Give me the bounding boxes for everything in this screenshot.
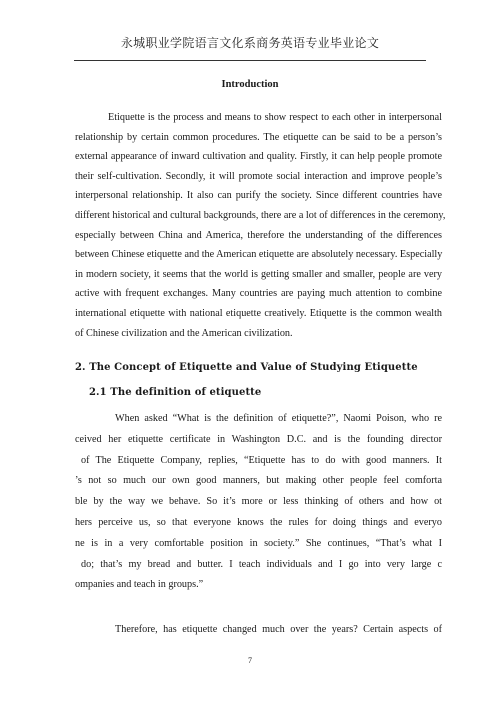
intro-line: Etiquette is the process and means to show respect to each other in interpersonal	[108, 112, 442, 123]
definition-line: When asked “What is the definition of etiquette?”, Naomi Poison, who re	[115, 413, 442, 424]
section-title-introduction: Introduction	[221, 79, 279, 90]
header-rule	[74, 60, 426, 61]
intro-line: in modern society, it seems that the world is getting smaller and smaller, people are very	[75, 268, 442, 280]
definition-line: of The Etiquette Company, replies, “Etiquette has to do with good manners. It	[81, 454, 442, 466]
section-heading-2: 2. The Concept of Etiquette and Value of Studying Etiquette	[75, 362, 418, 373]
intro-line: of Chinese civilization and the American civilization.	[75, 327, 293, 339]
intro-line: interpersonal relationship. It also can purify the society. Since different countries have	[75, 190, 442, 202]
definition-line: ’s not so much our own good manners, but making other people feel comforta	[75, 475, 442, 487]
intro-paragraph	[75, 108, 446, 343]
definition-line: ompanies and teach in groups.”	[75, 579, 204, 591]
intro-line: external appearance of inward cultivation and quality. Firstly, it can help people promote	[75, 151, 442, 163]
intro-line: relationship by certain common procedures. The etiquette can be said to be a person’s	[75, 131, 442, 143]
following-paragraph	[75, 620, 442, 640]
definition-line: ne is in a very comfortable position in society.” She continues, “That’s what I	[75, 537, 442, 549]
following-line: Therefore, has etiquette changed much over the years? Certain aspects of	[115, 624, 442, 635]
running-header: 永城职业学院语言文化系商务英语专业毕业论文	[120, 36, 380, 50]
subsection-heading-2-1: 2.1 The definition of etiquette	[89, 387, 262, 398]
intro-line: especially between China and America, therefore the understanding of the differences	[75, 229, 442, 241]
definition-line: do; that’s my bread and butter. I teach individuals and I go into very large c	[81, 558, 442, 570]
definition-line: ble by the way we behave. So it’s more or less thinking of others and how ot	[75, 496, 442, 508]
definition-line: ceived her etiquette certificate in Washington D.C. and is the founding director	[75, 433, 442, 445]
definition-line: hers perceive us, so that everyone knows the rules for doing things and everyo	[75, 516, 442, 528]
intro-line: international etiquette with national etiquette creatively. Etiquette is the common wealth	[75, 307, 442, 319]
intro-line: different historical and cultural backgrounds, there are a lot of differences in the ceremony,	[75, 209, 446, 221]
intro-line: their self-cultivation. Secondly, it will promote social interaction and improve people’s	[75, 170, 442, 182]
page-number: 7	[248, 656, 252, 665]
intro-line: between Chinese etiquette and the American etiquette are absolutely necessary. Especially	[75, 249, 443, 261]
definition-paragraph	[75, 409, 442, 596]
intro-line: active with frequent exchanges. Many countries are paying much attention to combine	[75, 288, 442, 300]
